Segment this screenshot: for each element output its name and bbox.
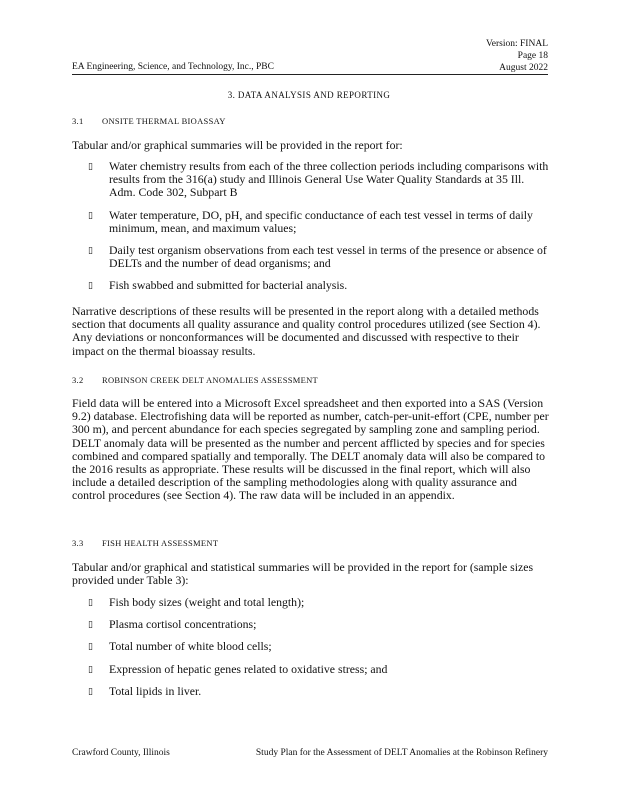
list-item: ▯ Plasma cortisol concentrations; [88,617,257,632]
footer-location: Crawford County, Illinois [72,748,170,758]
header-meta [486,38,548,74]
list-item: ▯ Daily test organism observations from each test vessel in terms of the presence or absence of DELTs and the number of dead organisms; and [88,243,547,271]
header-divider [72,74,548,75]
bullet-icon: ▯ [88,280,93,291]
list-item: ▯ Total number of white blood cells; [88,639,272,654]
list-item: ▯ Total lipids in liver. [88,683,202,698]
bullet-icon: ▯ [88,245,93,256]
bullet-icon: ▯ [88,597,93,607]
subsection-heading-3-1 [72,116,226,126]
header-company: EA Engineering, Science, and Technology, Inc., PBC [72,62,274,72]
subsection-number: 3.2 [72,375,84,385]
bullet-icon: ▯ [88,663,93,674]
bullet-icon: ▯ [88,685,93,696]
bullet-icon: ▯ [88,209,93,220]
bullet-icon: ▯ [88,619,93,630]
paragraph-3-1-intro: Tabular and/or graphical summaries will be provided in the report for: [72,138,403,152]
footer-document-title: Study Plan for the Assessment of DELT Anomalies at the Robinson Refinery [255,748,548,758]
bullet-icon: ▯ [88,161,93,171]
list-item: ▯ Fish swabbed and submitted for bacterial analysis. [88,278,348,293]
subsection-title: ONSITE THERMAL BIOASSAY [102,116,226,126]
paragraph-3-3-intro: Tabular and/or graphical and statistical summaries will be provided in the report for (sample sizes provided under Table 3): [72,560,534,588]
subsection-title: FISH HEALTH ASSESSMENT [102,538,219,548]
header-version: Version: FINAL [485,39,548,49]
bullet-list-3-3 [88,596,550,707]
bullet-list-3-1 [88,160,550,302]
paragraph-3-1-narrative: Narrative descriptions of these results will be presented in the report along with a detailed methods section that documents all quality assurance and quality control procedures utilized (see Section 4). Any deviations or nonconformances will be documented and discussed with respective to their impact on the thermal bioassay results. [72,304,541,358]
subsection-title: ROBINSON CREEK DELT ANOMALIES ASSESSMENT [102,375,319,385]
list-item: ▯ Water chemistry results from each of the three collection periods including comparisons with results from the 316(a) study and Illinois General Use Water Quality Standards at 35 Ill. Adm. Code 302, Subpart B [88,159,549,200]
list-item: ▯ Fish body sizes (weight and total length); [88,595,305,609]
subsection-number: 3.3 [72,538,84,548]
list-item: ▯ Expression of hepatic genes related to oxidative stress; and [88,661,388,676]
subsection-heading-3-2 [72,375,318,385]
paragraph-3-2-body: Field data will be entered into a Microsoft Excel spreadsheet and then exported into a SAS (Version 9.2) database. Electrofishing data will be reported as number, catch-per-unit-effort (CPE, number per 300 m), and percent abundance for each species segregated by sampling zone and sampling period. DELT anomaly data will be presented as the number and percent afflicted by species and for species combined and compared spatially and temporally. The DELT anomaly data will also be compared to the 2016 results as appropriate. These results will be discussed in the final report, which will also include a detailed description of the sampling methodologies along with quality assurance and control procedures (see Section 4). The raw data will be included in an appendix. [72,396,549,503]
list-item: ▯ Water temperature, DO, pH, and specific conductance of each test vessel in terms of daily minimum, mean, and maximum values; [88,207,533,235]
section-title: 3. DATA ANALYSIS AND REPORTING [227,90,391,100]
header-date: August 2022 [499,63,548,73]
subsection-number: 3.1 [72,116,84,126]
bullet-icon: ▯ [88,641,93,652]
header-page-number: Page 18 [517,51,548,61]
subsection-heading-3-3 [72,538,218,548]
